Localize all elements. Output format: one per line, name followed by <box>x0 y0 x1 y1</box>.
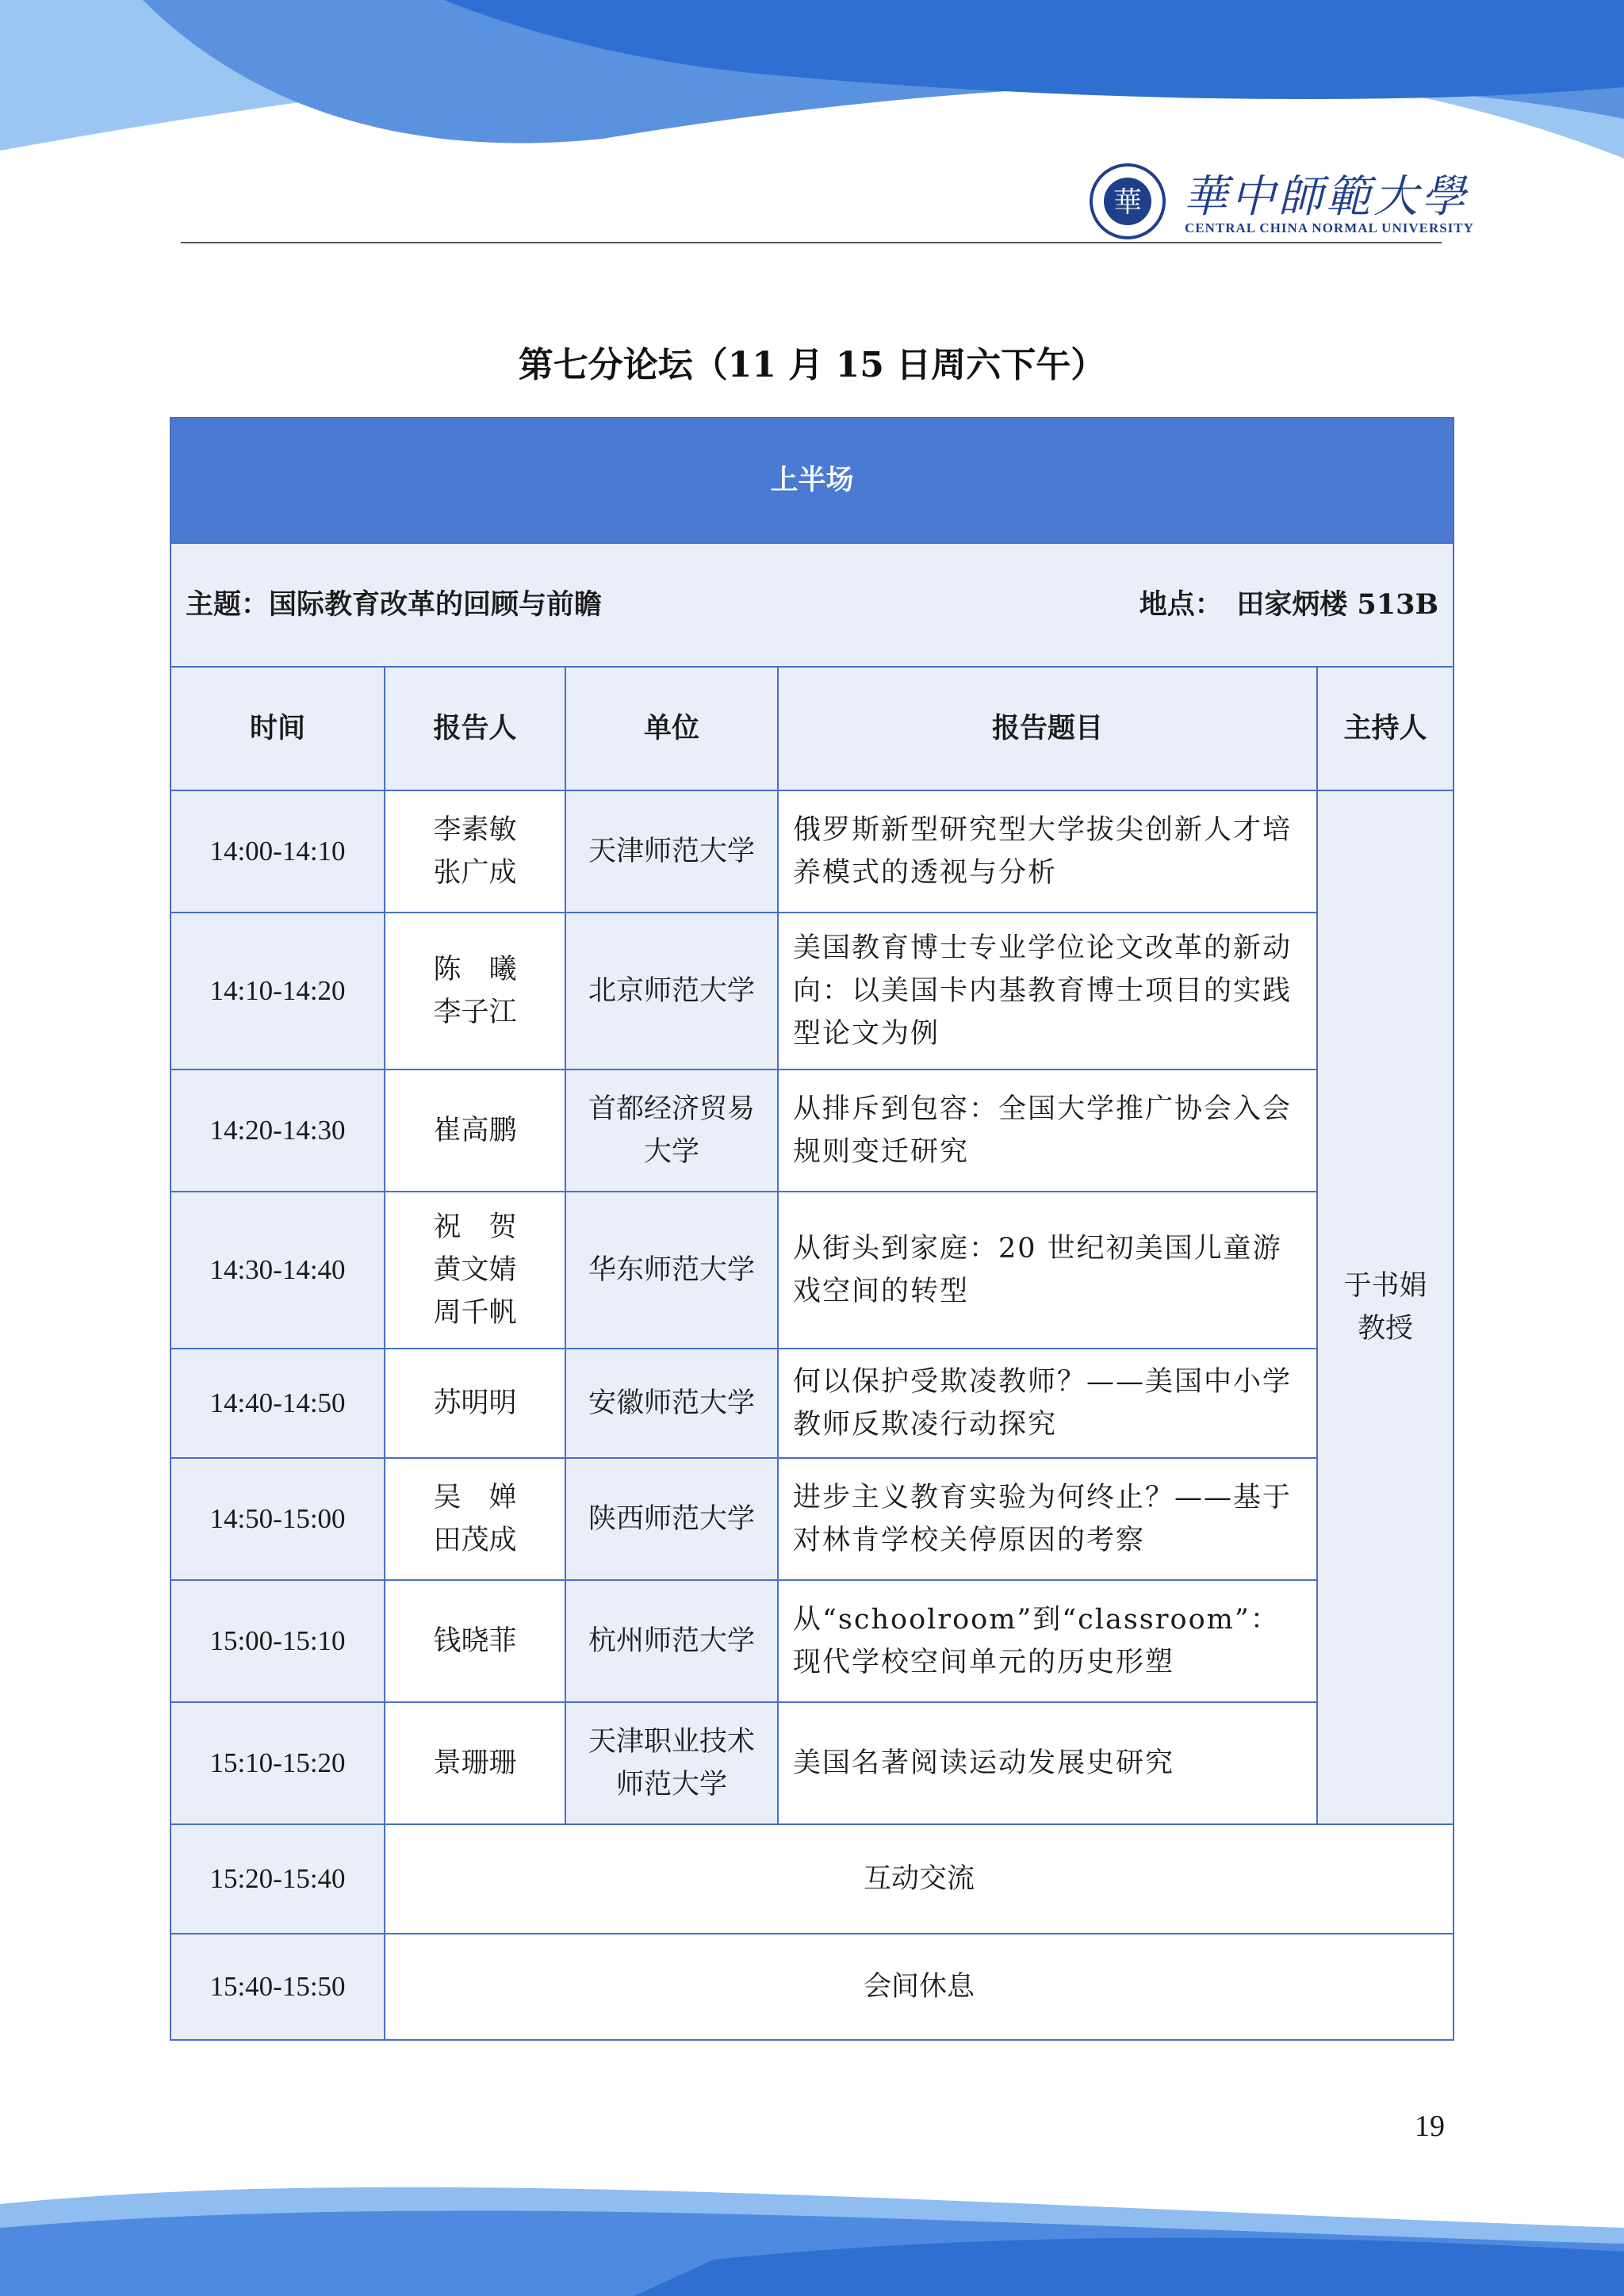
talk-speakers-line: 钱晓菲 <box>433 1625 517 1657</box>
table-row <box>170 1702 1454 1824</box>
table-row <box>170 1458 1454 1580</box>
talk-title: 从街头到家庭：20 世纪初美国儿童游戏空间的转型 <box>778 1192 1317 1349</box>
table-row <box>170 790 1454 913</box>
session-host-line: 于书娟 <box>1343 1270 1427 1302</box>
talk-speakers-line: 李子江 <box>433 997 517 1028</box>
talk-time: 15:00-15:10 <box>170 1580 385 1702</box>
talk-time: 15:10-15:20 <box>170 1702 385 1824</box>
col-header-host: 主持人 <box>1317 667 1454 790</box>
talk-speakers <box>385 790 565 913</box>
talk-time: 14:40-14:50 <box>170 1349 385 1458</box>
col-header-time: 时间 <box>170 667 385 790</box>
university-name-cn: 華中師範大學 <box>1183 171 1469 223</box>
talk-org <box>565 1070 778 1192</box>
talk-title: 美国名著阅读运动发展史研究 <box>778 1702 1317 1824</box>
col-header-title: 报告题目 <box>778 667 1317 790</box>
talk-org-line: 安徽师范大学 <box>588 1387 755 1419</box>
talk-time: 14:20-14:30 <box>170 1070 385 1192</box>
header-divider <box>181 242 1442 243</box>
talk-speakers <box>385 1458 565 1580</box>
talk-time: 14:00-14:10 <box>170 790 385 913</box>
seal-glyph: 華 <box>1113 186 1143 219</box>
session-host-line: 教授 <box>1358 1313 1414 1345</box>
table-header-row <box>170 667 1454 790</box>
table-row <box>170 1580 1454 1702</box>
talk-org <box>565 1702 778 1824</box>
talk-org <box>565 913 778 1070</box>
talk-speakers-line: 景珊珊 <box>433 1747 517 1779</box>
activity-time: 15:40-15:50 <box>170 1934 385 2040</box>
theme-row <box>170 543 1454 667</box>
talk-speakers-line: 李素敏 <box>433 814 517 846</box>
activity-time: 15:20-15:40 <box>170 1824 385 1934</box>
talk-org <box>565 1458 778 1580</box>
table-row <box>170 1070 1454 1192</box>
session-band-row <box>170 418 1454 543</box>
page-number: 19 <box>1415 2110 1445 2143</box>
talk-speakers-line: 田茂成 <box>433 1525 517 1556</box>
talk-speakers <box>385 1192 565 1349</box>
talk-org-line: 华东师范大学 <box>588 1254 755 1286</box>
talk-speakers-line: 黄文婧 <box>433 1254 517 1286</box>
bottom-wave-decoration <box>0 2172 1624 2296</box>
talk-org-line: 天津师范大学 <box>588 836 755 867</box>
talk-org-line: 北京师范大学 <box>588 975 755 1007</box>
talk-org-line: 杭州师范大学 <box>588 1625 755 1657</box>
activity-label: 会间休息 <box>385 1934 1454 2040</box>
university-name-en: CENTRAL CHINA NORMAL UNIVERSITY <box>1185 220 1474 235</box>
table-row <box>170 1192 1454 1349</box>
session-host <box>1317 790 1454 1824</box>
activity-row <box>170 1934 1454 2040</box>
talk-speakers <box>385 1349 565 1458</box>
talk-org-line: 天津职业技术 <box>588 1726 755 1758</box>
talk-title: 从“schoolroom”到“classroom”：现代学校空间单元的历史形塑 <box>778 1580 1317 1702</box>
page-title: 第七分论坛（11 月 15 日周六下午） <box>518 345 1106 385</box>
top-wave-decoration <box>0 0 1624 174</box>
university-seal-icon <box>1088 162 1167 241</box>
talk-speakers <box>385 913 565 1070</box>
talk-speakers <box>385 1702 565 1824</box>
talk-speakers <box>385 1580 565 1702</box>
talk-speakers <box>385 1070 565 1192</box>
talk-time: 14:50-15:00 <box>170 1458 385 1580</box>
activity-label: 互动交流 <box>385 1824 1454 1934</box>
talk-org <box>565 790 778 913</box>
col-header-org: 单位 <box>565 667 778 790</box>
talk-org <box>565 1580 778 1702</box>
table-row <box>170 1349 1454 1458</box>
session-venue: 地点： 田家炳楼 513B <box>1139 588 1439 621</box>
schedule-table <box>170 417 1454 2041</box>
university-logo <box>1088 155 1474 243</box>
talk-speakers-line: 陈 曦 <box>433 954 517 985</box>
session-theme: 主题：国际教育改革的回顾与前瞻 <box>186 588 603 621</box>
talk-speakers-line: 祝 贺 <box>433 1211 517 1243</box>
talk-org-line: 大学 <box>643 1136 699 1168</box>
talk-title: 何以保护受欺凌教师？——美国中小学教师反欺凌行动探究 <box>778 1349 1317 1458</box>
talk-speakers-line: 张广成 <box>433 857 517 889</box>
session-band: 上半场 <box>170 418 1454 543</box>
talk-org <box>565 1192 778 1349</box>
table-row <box>170 913 1454 1070</box>
talk-org-line: 首都经济贸易 <box>588 1093 755 1125</box>
talk-org <box>565 1349 778 1458</box>
talk-title: 进步主义教育实验为何终止？——基于对林肯学校关停原因的考察 <box>778 1458 1317 1580</box>
talk-time: 14:30-14:40 <box>170 1192 385 1349</box>
talk-speakers-line: 苏明明 <box>433 1387 517 1419</box>
talk-time: 14:10-14:20 <box>170 913 385 1070</box>
talk-speakers-line: 吴 婵 <box>433 1482 517 1513</box>
col-header-speaker: 报告人 <box>385 667 565 790</box>
activity-row <box>170 1824 1454 1934</box>
talk-title: 美国教育博士专业学位论文改革的新动向：以美国卡内基教育博士项目的实践型论文为例 <box>778 913 1317 1070</box>
talk-org-line: 陕西师范大学 <box>588 1503 755 1535</box>
talk-org-line: 师范大学 <box>615 1769 727 1800</box>
talk-title: 从排斥到包容：全国大学推广协会入会规则变迁研究 <box>778 1070 1317 1192</box>
talk-speakers-line: 周千帆 <box>433 1297 517 1329</box>
talk-title: 俄罗斯新型研究型大学拔尖创新人才培养模式的透视与分析 <box>778 790 1317 913</box>
talk-speakers-line: 崔高鹏 <box>433 1115 517 1146</box>
